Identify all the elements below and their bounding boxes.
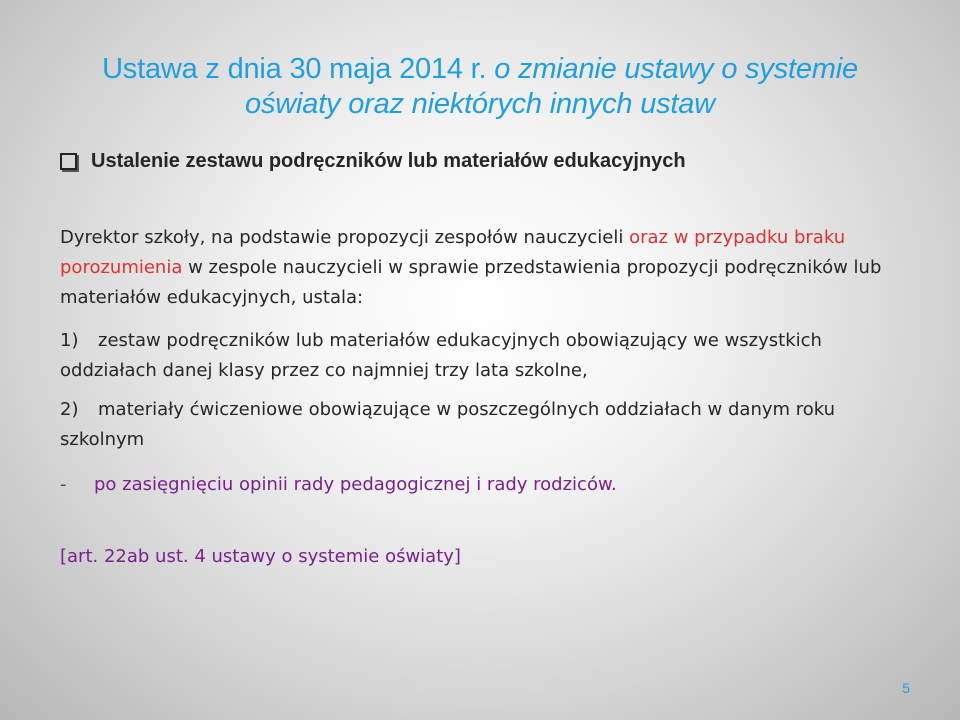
note-line [60, 470, 920, 500]
list-item [60, 326, 920, 386]
bullet-heading [60, 150, 686, 173]
title-line2: oświaty oraz niektórych innych ustaw [245, 88, 715, 120]
list-item-number: 2) [60, 399, 79, 420]
bullet-heading-label: Ustalenie zestawu podręczników lub materiałów edukacyjnych [91, 150, 686, 172]
checkbox-bullet-icon [60, 153, 77, 170]
intro-part3: w zespole nauczycieli w sprawie przedstawienia propozycji podręczników lub materiałów edukacyjnych, ustala: [60, 257, 882, 308]
title-line1-italic: o zmianie ustawy o systemie [494, 53, 858, 85]
slide-title [40, 52, 920, 122]
list-item-text: materiały ćwiczeniowe obowiązujące w poszczególnych oddziałach w danym roku szkolnym [60, 399, 836, 450]
intro-part1: Dyrektor szkoły, na podstawie propozycji zespołów nauczycieli [60, 227, 630, 248]
legal-reference: [art. 22ab ust. 4 ustawy o systemie oświaty] [60, 546, 461, 567]
list-item [60, 395, 920, 455]
list-item-number: 1) [60, 330, 79, 351]
list-item-text: zestaw podręczników lub materiałów edukacyjnych obowiązujący we wszystkich oddziałach danej klasy przez co najmniej trzy lata szkolne, [60, 330, 822, 381]
page-number: 5 [902, 680, 910, 696]
intro-part2-highlight: oraz w przypadku braku porozumienia [60, 227, 846, 278]
note-text: po zasięgnięciu opinii rady pedagogicznej i rady rodziców. [94, 474, 617, 495]
intro-paragraph [60, 223, 920, 313]
title-line1-normal: Ustawa z dnia 30 maja 2014 r. [102, 53, 495, 85]
note-dash: - [60, 474, 67, 495]
